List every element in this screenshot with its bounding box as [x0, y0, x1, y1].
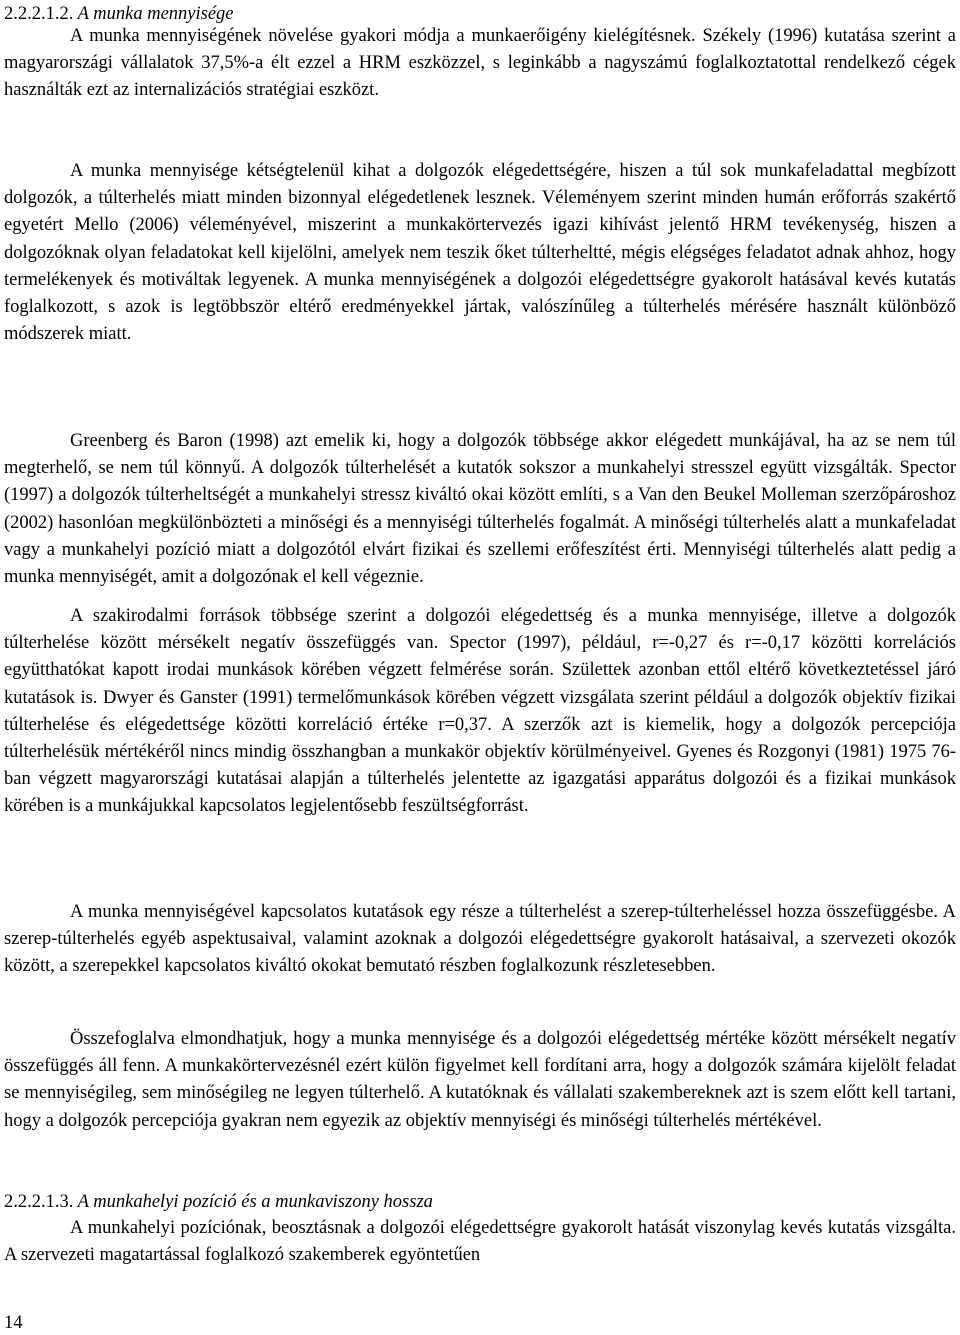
paragraph: A munkahelyi pozíciónak, beosztásnak a dolgozói elégedettségre gyakorolt hatását viszonylag kevés kutatás vizsgálta. A szervezeti magatartással foglalkozó szakemberek egyöntetűen [4, 1218, 956, 1266]
paragraph: A munka mennyiségének növelése gyakori módja a munkaerőigény kielégítésnek. Székely (1996) kutatása szerint a magyarországi vállalatok 37,5%-a élt ezzel a HRM eszközzel, s leginkább a nagyszámú foglalkoztatottal rendelkező cégek használták ezt az internalizációs stratégiai eszközt. [4, 26, 956, 101]
section-heading-2-2-2-1-3 [4, 1190, 433, 1214]
paragraph: A szakirodalmi források többsége szerint a dolgozói elégedettség és a munka mennyisége, illetve a dolgozók túlterhelése között mérsékelt negatív összefüggés van. Spector (1997), például, r=-0,27 és r=-0,17 közötti korrelációs együtthatókat kapott irodai munkások körében végzett felmérése során. Születtek azonban ettől eltérő következtetéssel járó kutatások is. Dwyer és Ganster (1991) termelőmunkások körében végzett vizsgálata szerint például a dolgozók objektív fizikai túlterhelése és elégedettsége közötti korreláció értéke r=0,37. A szerzők azt is kiemelik, hogy a dolgozók percepciója túlterhelésük mértékéről nincs mindig összhangban a munkakör objektív körülményeivel. Gyenes és Rozgonyi (1981) 1975 76-ban végzett magyarországi kutatásai alapján a túlterhelés jelentette az igazgatási apparátus dolgozói és a fizikai munkások körében is a munkájukkal kapcsolatos legjelentősebb feszültségforrást. [4, 606, 956, 817]
page-number: 14 [4, 1313, 23, 1333]
section-number: 2.2.2.1.3. [4, 1192, 74, 1212]
paragraph: A munka mennyisége kétségtelenül kihat a dolgozók elégedettségére, hiszen a túl sok munkafeladattal megbízott dolgozók, a túlterhelés miatt minden bizonnyal elégedetlenek lesznek. Véleményem szerint minden humán erőforrás szakértő egyetért Mello (2006) véleményével, miszerint a munkakörtervezés igazi kihívást jelentő HRM tevékenység, hiszen a dolgozóknak olyan feladatokat kell kijelölni, amelyek nem teszik őket túlterheltté, mégis elégséges feladatot adnak ahhoz, hogy termelékenyek és motiváltak legyenek. A munka mennyiségének a dolgozói elégedettségre gyakorolt hatásával kevés kutatás foglalkozott, s azok is legtöbbször eltérő eredményekkel jártak, valószínűleg a túlterhelés mérésére használt különböző módszerek miatt. [4, 161, 956, 345]
paragraph: Greenberg és Baron (1998) azt emelik ki, hogy a dolgozók többsége akkor elégedett munkájával, ha az se nem túl megterhelő, se nem túl könnyű. A dolgozók túlterhelését a kutatók sokszor a munkahelyi stresszel együtt vizsgálták. Spector (1997) a dolgozók túlterheltségét a munkahelyi stressz kiváltó okai között említi, s a Van den Beukel Molleman szerzőpároshoz (2002) hasonlóan megkülönbözteti a minőségi és a mennyiségi túlterhelés fogalmát. A minőségi túlterhelés alatt a munkafeladat vagy a munkahelyi pozíció miatt a dolgozótól elvárt fizikai és szellemi erőfeszítést érti. Mennyiségi túlterhelés alatt pedig a munka mennyiségét, amit a dolgozónak el kell végeznie. [4, 431, 956, 588]
section-title: A munkahelyi pozíció és a munkaviszony hossza [77, 1192, 433, 1212]
section-number: 2.2.2.1.2. [4, 4, 74, 24]
section-title: A munka mennyisége [77, 4, 234, 24]
paragraph: Összefoglalva elmondhatjuk, hogy a munka mennyisége és a dolgozói elégedettség mértéke között mérsékelt negatív összefüggés áll fenn. A munkakörtervezésnél ezért külön figyelmet kell fordítani arra, hogy a dolgozók számára kijelölt feladat se mennyiségileg, sem minőségileg ne legyen túlterhelő. A kutatóknak és vállalati szakembereknek azt is szem előtt kell tartani, hogy a dolgozók percepciója gyakran nem egyezik az objektív mennyiségi és minőségi túlterhelés mértékével. [4, 1029, 956, 1131]
paragraph: A munka mennyiségével kapcsolatos kutatások egy része a túlterhelést a szerep-túlterheléssel hozza összefüggésbe. A szerep-túlterhelés egyéb aspektusaival, valamint azoknak a dolgozói elégedettségre gyakorolt hatásaival, a szervezeti okozók között, a szerepekkel kapcsolatos kiváltó okokat bemutató részben foglalkozunk részletesebben. [4, 902, 956, 977]
